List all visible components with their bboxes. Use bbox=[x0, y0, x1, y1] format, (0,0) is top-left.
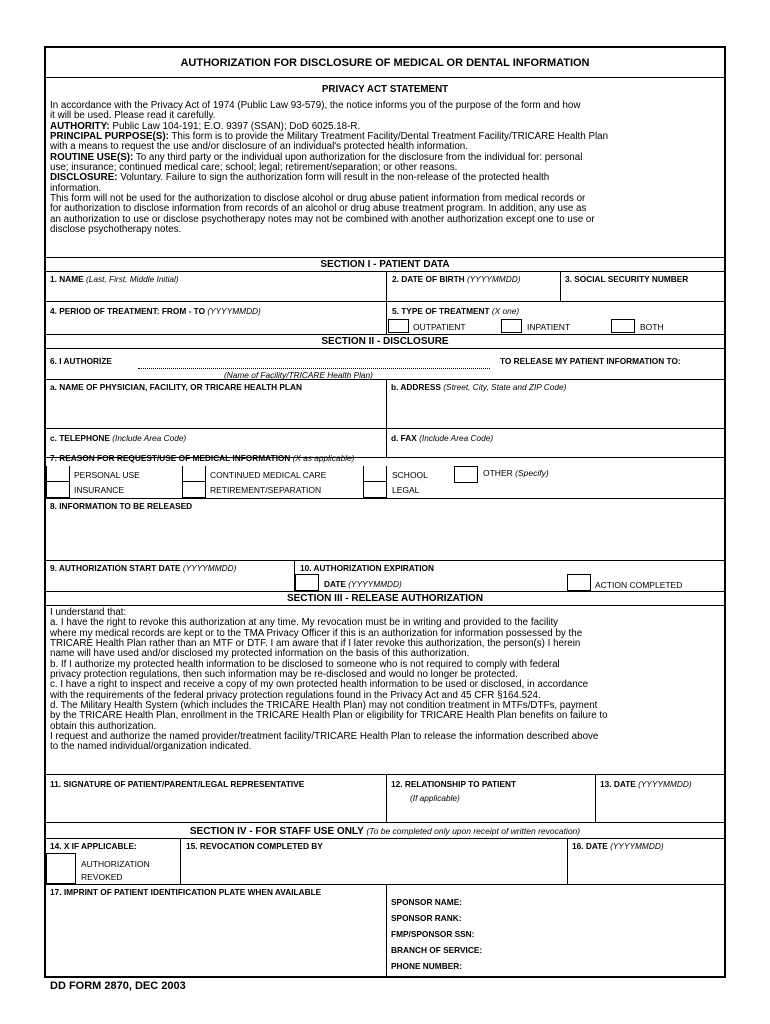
privacy-line: use; insurance; continued medical care; school; legal; retirement/separation; or other reasons. bbox=[50, 162, 458, 174]
divider bbox=[46, 379, 724, 380]
facility-name-field[interactable] bbox=[138, 350, 490, 366]
section1-heading: SECTION I - PATIENT DATA bbox=[320, 259, 450, 270]
branch-label: BRANCH OF SERVICE: bbox=[391, 945, 483, 955]
telephone-label: c. TELEPHONE (Include Area Code) bbox=[50, 433, 187, 443]
divider bbox=[46, 481, 70, 482]
form-title: AUTHORIZATION FOR DISCLOSURE OF MEDICAL OR DENTAL INFORMATION bbox=[180, 57, 590, 69]
both-label: BOTH bbox=[640, 322, 664, 332]
period-label: 4. PERIOD OF TREATMENT: FROM - TO (YYYYMMDD) bbox=[50, 306, 261, 316]
action-completed-checkbox[interactable] bbox=[567, 574, 591, 591]
divider bbox=[595, 774, 596, 822]
release-line: name will have used and/or disclosed my protected information on the basis of this authorization. bbox=[50, 648, 470, 660]
personal-use-checkbox[interactable] bbox=[47, 466, 69, 481]
authority-text: Public Law 104-191; E.O. 9397 (SSAN); DoD 6025.18-R. bbox=[109, 120, 361, 132]
divider bbox=[46, 605, 724, 606]
authority-label: AUTHORITY: bbox=[50, 120, 110, 132]
fmp-ssn-label: FMP/SPONSOR SSN: bbox=[391, 929, 475, 939]
ssn-label: 3. SOCIAL SECURITY NUMBER bbox=[565, 274, 689, 284]
sponsor-rank-label: SPONSOR RANK: bbox=[391, 913, 462, 923]
sponsor-name-label: SPONSOR NAME: bbox=[391, 897, 462, 907]
name-field[interactable] bbox=[52, 286, 382, 300]
divider bbox=[386, 774, 387, 822]
divider bbox=[363, 481, 387, 482]
retirement-checkbox[interactable] bbox=[183, 482, 205, 497]
other-specify-field[interactable] bbox=[546, 468, 721, 482]
expiration-date-field[interactable] bbox=[406, 575, 566, 589]
routine-text: To any third party or the individual upon authorization for the disclosure from the individual for: personal bbox=[133, 151, 583, 163]
school-label: SCHOOL bbox=[392, 470, 428, 480]
inpatient-label: INPATIENT bbox=[527, 322, 571, 332]
insurance-label: INSURANCE bbox=[74, 485, 125, 495]
signature-label: 11. SIGNATURE OF PATIENT/PARENT/LEGAL REPRESENTATIVE bbox=[50, 779, 305, 789]
divider bbox=[182, 481, 206, 482]
section2-heading: SECTION II - DISCLOSURE bbox=[321, 336, 449, 347]
dob-field[interactable] bbox=[390, 286, 558, 300]
disclosure-label: DISCLOSURE: bbox=[50, 172, 118, 184]
fax-field[interactable] bbox=[390, 444, 720, 456]
divider bbox=[46, 560, 724, 561]
revoked-checkbox[interactable] bbox=[46, 853, 76, 884]
divider bbox=[46, 591, 724, 592]
revocation-date-field[interactable] bbox=[571, 854, 723, 882]
legal-checkbox[interactable] bbox=[364, 482, 386, 497]
revocation-label: 15. REVOCATION COMPLETED BY bbox=[186, 841, 323, 851]
reason-label: 7. REASON FOR REQUEST/USE OF MEDICAL INFORMATION (X as applicable) bbox=[50, 453, 355, 463]
release-line: I request and authorize the named provider/treatment facility/TRICARE Health Plan to release the information described above bbox=[50, 731, 599, 743]
outpatient-label: OUTPATIENT bbox=[413, 322, 466, 332]
divider bbox=[46, 428, 724, 429]
outpatient-checkbox[interactable] bbox=[388, 319, 409, 333]
signature-date-label: 13. DATE (YYYYMMDD) bbox=[600, 779, 692, 789]
expiration-date-label: DATE (YYYYMMDD) bbox=[324, 579, 402, 589]
release-line: by the TRICARE Health Plan, enrollment in the TRICARE Health Plan or eligibility for TRICARE Health Plan benefits on failure to bbox=[50, 710, 608, 722]
divider bbox=[46, 271, 724, 272]
phone-label: PHONE NUMBER: bbox=[391, 961, 462, 971]
release-to-label: TO RELEASE MY PATIENT INFORMATION TO: bbox=[500, 356, 681, 366]
release-line: with the requirements of the federal privacy protection regulations found in the Privacy Act and 45 CFR §164.524. bbox=[50, 689, 541, 701]
release-line: TRICARE Health Plan rather than an MTF or DTF. I am aware that if I later revoke this authorization, the person(s) I herein bbox=[50, 638, 581, 650]
form-id: DD FORM 2870, DEC 2003 bbox=[50, 980, 186, 992]
privacy-line: information. bbox=[50, 182, 102, 194]
release-line: I understand that: bbox=[50, 607, 127, 618]
info-released-label: 8. INFORMATION TO BE RELEASED bbox=[50, 501, 193, 511]
school-checkbox[interactable] bbox=[364, 466, 386, 481]
signature-date-field[interactable] bbox=[599, 792, 723, 820]
facility-underline bbox=[138, 368, 490, 369]
divider bbox=[386, 379, 387, 428]
divider bbox=[560, 271, 561, 301]
privacy-line: for authorization to disclose information from records of an alcohol or drug abuse treatment program. In addition, any use as bbox=[50, 203, 587, 215]
release-line: c. I have a right to inspect and receive a copy of my own protected health information to be used or disclosed, in accordance bbox=[50, 679, 589, 691]
divider bbox=[46, 498, 724, 499]
privacy-line: an authorization to use or disclose psychotherapy notes may not be combined with another authorization except one to use or bbox=[50, 213, 595, 225]
divider bbox=[46, 822, 724, 823]
divider bbox=[386, 271, 387, 301]
release-line: privacy protection regulations, then such information may be re-disclosed and would no longer be protected. bbox=[50, 669, 518, 681]
revoked-label: REVOKED bbox=[81, 872, 123, 882]
form-frame bbox=[44, 46, 726, 978]
continued-care-label: CONTINUED MEDICAL CARE bbox=[210, 470, 327, 480]
release-line: where my medical records are kept or to the TMA Privacy Officer if this is an authorization for information possessed by the bbox=[50, 627, 583, 639]
release-line: to the named individual/organization indicated. bbox=[50, 741, 252, 753]
divider bbox=[46, 884, 724, 885]
release-authorization-text bbox=[50, 608, 720, 753]
divider bbox=[386, 301, 387, 334]
authorization-label: AUTHORIZATION bbox=[81, 859, 150, 869]
type-label: 5. TYPE OF TREATMENT (X one) bbox=[392, 306, 520, 316]
divider bbox=[46, 77, 724, 78]
release-line: d. The Military Health System (which includes the TRICARE Health Plan) may not condition treatment in MTFs/DTFs, payment bbox=[50, 700, 598, 712]
other-label: OTHER (Specify) bbox=[483, 468, 549, 478]
divider bbox=[180, 838, 181, 884]
divider bbox=[386, 884, 387, 978]
fax-label: d. FAX (Include Area Code) bbox=[391, 433, 494, 443]
divider bbox=[567, 838, 568, 884]
divider bbox=[46, 348, 724, 349]
divider bbox=[386, 428, 387, 457]
continued-care-checkbox[interactable] bbox=[183, 466, 205, 481]
divider bbox=[46, 774, 724, 775]
routine-label: ROUTINE USE(S): bbox=[50, 151, 134, 163]
privacy-statement bbox=[50, 101, 720, 235]
release-line: a. I have the right to revoke this authorization at any time. My revocation must be in writing and provided to the facility bbox=[50, 617, 559, 629]
revocation-field[interactable] bbox=[186, 854, 564, 882]
facility-hint: (Name of Facility/TRICARE Health Plan) bbox=[224, 370, 373, 380]
ssn-field[interactable] bbox=[564, 286, 724, 300]
expiration-date-checkbox[interactable] bbox=[295, 574, 319, 591]
release-line: b. If I authorize my protected health information to be disclosed to someone who is not required to comply with federal bbox=[50, 658, 560, 670]
physician-field[interactable] bbox=[52, 394, 382, 426]
privacy-line: disclose psychotherapy notes. bbox=[50, 224, 182, 236]
dob-label: 2. DATE OF BIRTH (YYYYMMDD) bbox=[392, 274, 521, 284]
purpose-text: This form is to provide the Military Treatment Facility/Dental Treatment Facility/TRICARE Health Plan bbox=[168, 131, 609, 143]
disclosure-text: Voluntary. Failure to sign the authorization form will result in the non-release of the protected health bbox=[117, 172, 550, 184]
signature-field[interactable] bbox=[52, 792, 382, 820]
privacy-heading: PRIVACY ACT STATEMENT bbox=[321, 84, 449, 95]
period-field[interactable] bbox=[52, 318, 382, 332]
physician-label: a. NAME OF PHYSICIAN, FACILITY, OR TRICARE HEALTH PLAN bbox=[50, 382, 302, 392]
other-checkbox[interactable] bbox=[454, 466, 478, 483]
legal-label: LEGAL bbox=[392, 485, 420, 495]
start-date-field[interactable] bbox=[52, 575, 290, 588]
imprint-area[interactable] bbox=[52, 900, 382, 976]
both-checkbox[interactable] bbox=[611, 319, 635, 333]
relationship-hint: (If applicable) bbox=[410, 793, 460, 803]
release-line: obtain this authorization. bbox=[50, 720, 157, 732]
divider bbox=[46, 838, 724, 839]
insurance-checkbox[interactable] bbox=[47, 482, 69, 497]
action-completed-label: ACTION COMPLETED bbox=[595, 580, 683, 590]
divider bbox=[46, 257, 724, 258]
privacy-line: with a means to request the use and/or disclosure of an individual's protected health information. bbox=[50, 141, 468, 153]
privacy-line: In accordance with the Privacy Act of 1974 (Public Law 93-579), the notice informs you of the purpose of the form and how bbox=[50, 100, 581, 111]
x-if-applicable-label: 14. X IF APPLICABLE: bbox=[50, 841, 137, 851]
divider bbox=[46, 301, 724, 302]
purpose-label: PRINCIPAL PURPOSE(S): bbox=[50, 131, 169, 143]
relationship-label: 12. RELATIONSHIP TO PATIENT bbox=[391, 779, 517, 789]
revocation-date-label: 16. DATE (YYYYMMDD) bbox=[572, 841, 664, 851]
relationship-field[interactable] bbox=[390, 804, 592, 820]
section4-heading: SECTION IV - FOR STAFF USE ONLY (To be completed only upon receipt of written revocation) bbox=[189, 826, 581, 837]
start-date-label: 9. AUTHORIZATION START DATE (YYYYMMDD) bbox=[50, 563, 237, 573]
address-label: b. ADDRESS (Street, City, State and ZIP Code) bbox=[391, 382, 567, 392]
authorize-label: 6. I AUTHORIZE bbox=[50, 356, 112, 366]
retirement-label: RETIREMENT/SEPARATION bbox=[210, 485, 322, 495]
privacy-line: it will be used. Please read it carefully. bbox=[50, 110, 216, 122]
info-released-field[interactable] bbox=[52, 513, 722, 557]
name-label: 1. NAME (Last, First, Middle Initial) bbox=[50, 274, 179, 284]
inpatient-checkbox[interactable] bbox=[501, 319, 522, 333]
address-field[interactable] bbox=[390, 394, 720, 426]
imprint-label: 17. IMPRINT OF PATIENT IDENTIFICATION PLATE WHEN AVAILABLE bbox=[50, 887, 322, 897]
privacy-line: This form will not be used for the authorization to disclose alcohol or drug abuse patient information from medical records or bbox=[50, 193, 586, 205]
privacy-line bbox=[50, 173, 720, 183]
personal-use-label: PERSONAL USE bbox=[74, 470, 140, 480]
divider bbox=[46, 334, 724, 335]
expiration-label: 10. AUTHORIZATION EXPIRATION bbox=[300, 563, 434, 573]
section3-heading: SECTION III - RELEASE AUTHORIZATION bbox=[286, 593, 484, 604]
